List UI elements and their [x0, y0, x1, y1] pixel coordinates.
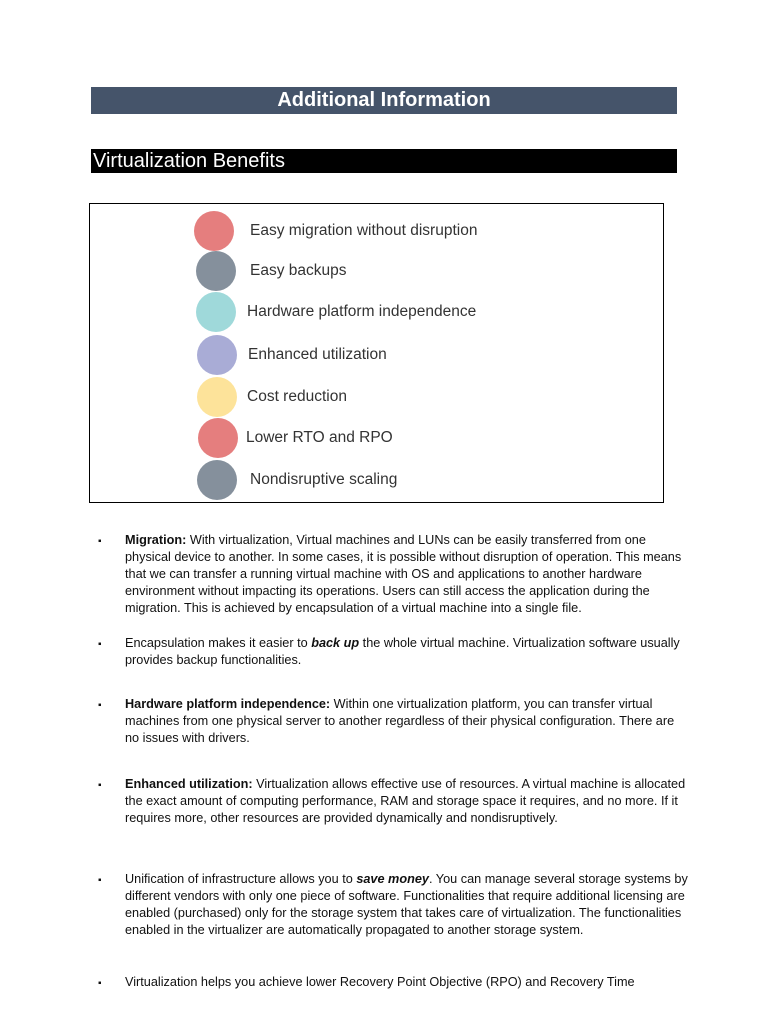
bullet-lead: Enhanced utilization:	[125, 777, 253, 791]
benefit-label: Cost reduction	[247, 388, 347, 405]
bullet-text: Encapsulation makes it easier to	[125, 636, 312, 650]
list-item	[98, 871, 688, 939]
bullet-text: . You can manage several storage systems by different vendors with only one piece of software. Functionalities that require additional licensing are enabled (purchased) only for the storage system that takes care of virtualization. The functionalities enabled in the virtualizer are automatically propagated to another storage system.	[125, 872, 688, 937]
bullet-text: With virtualization, Virtual machines and LUNs can be easily transferred from one physical device to another. In some cases, it is possible without disruption of operation. This means that we can transfer a running virtual machine with OS and applications to another hardware environment without impacting its operations. Users can still access the application during the migration. This is achieved by encapsulation of a virtual machine into a single file.	[125, 533, 682, 615]
list-item	[98, 974, 688, 991]
bullet-marker: ▪	[98, 978, 102, 989]
bullet-text: Unification of infrastructure allows you to	[125, 872, 357, 886]
list-item	[98, 635, 688, 669]
bullet-lead: Migration:	[125, 533, 187, 547]
bullet-marker: ▪	[98, 780, 102, 791]
list-item	[98, 532, 688, 617]
benefit-label: Lower RTO and RPO	[246, 429, 393, 446]
bullet-text: the whole virtual machine. Virtualization software usually provides backup functionalities.	[125, 636, 680, 667]
bullet-marker: ▪	[98, 639, 102, 650]
page-title: Additional Information	[91, 87, 677, 114]
section-title: Virtualization Benefits	[91, 149, 677, 173]
list-item	[98, 696, 688, 747]
bullet-marker: ▪	[98, 536, 102, 547]
list-item	[98, 776, 688, 827]
bullet-emphasis: back up	[311, 636, 360, 650]
bullet-text: Virtualization helps you achieve lower Recovery Point Objective (RPO) and Recovery Time	[125, 975, 635, 989]
bullet-marker: ▪	[98, 700, 102, 711]
bullet-emphasis: save money	[356, 872, 429, 886]
benefit-label: Easy migration without disruption	[250, 222, 478, 239]
benefit-label: Hardware platform independence	[247, 303, 477, 320]
bullet-marker: ▪	[98, 875, 102, 886]
benefit-label: Easy backups	[250, 262, 347, 279]
bullet-text: Virtualization allows effective use of resources. A virtual machine is allocated the exact amount of computing performance, RAM and storage space it requires, and no more. If it requires more, other resources are provided dynamically and nondisruptively.	[125, 777, 686, 825]
bullet-lead: Hardware platform independence:	[125, 697, 331, 711]
benefit-label: Nondisruptive scaling	[250, 471, 398, 488]
benefit-label: Enhanced utilization	[248, 346, 387, 363]
bullet-text: Within one virtualization platform, you can transfer virtual machines from one physical server to another regardless of their physical configuration. There are no issues with drivers.	[125, 697, 675, 745]
